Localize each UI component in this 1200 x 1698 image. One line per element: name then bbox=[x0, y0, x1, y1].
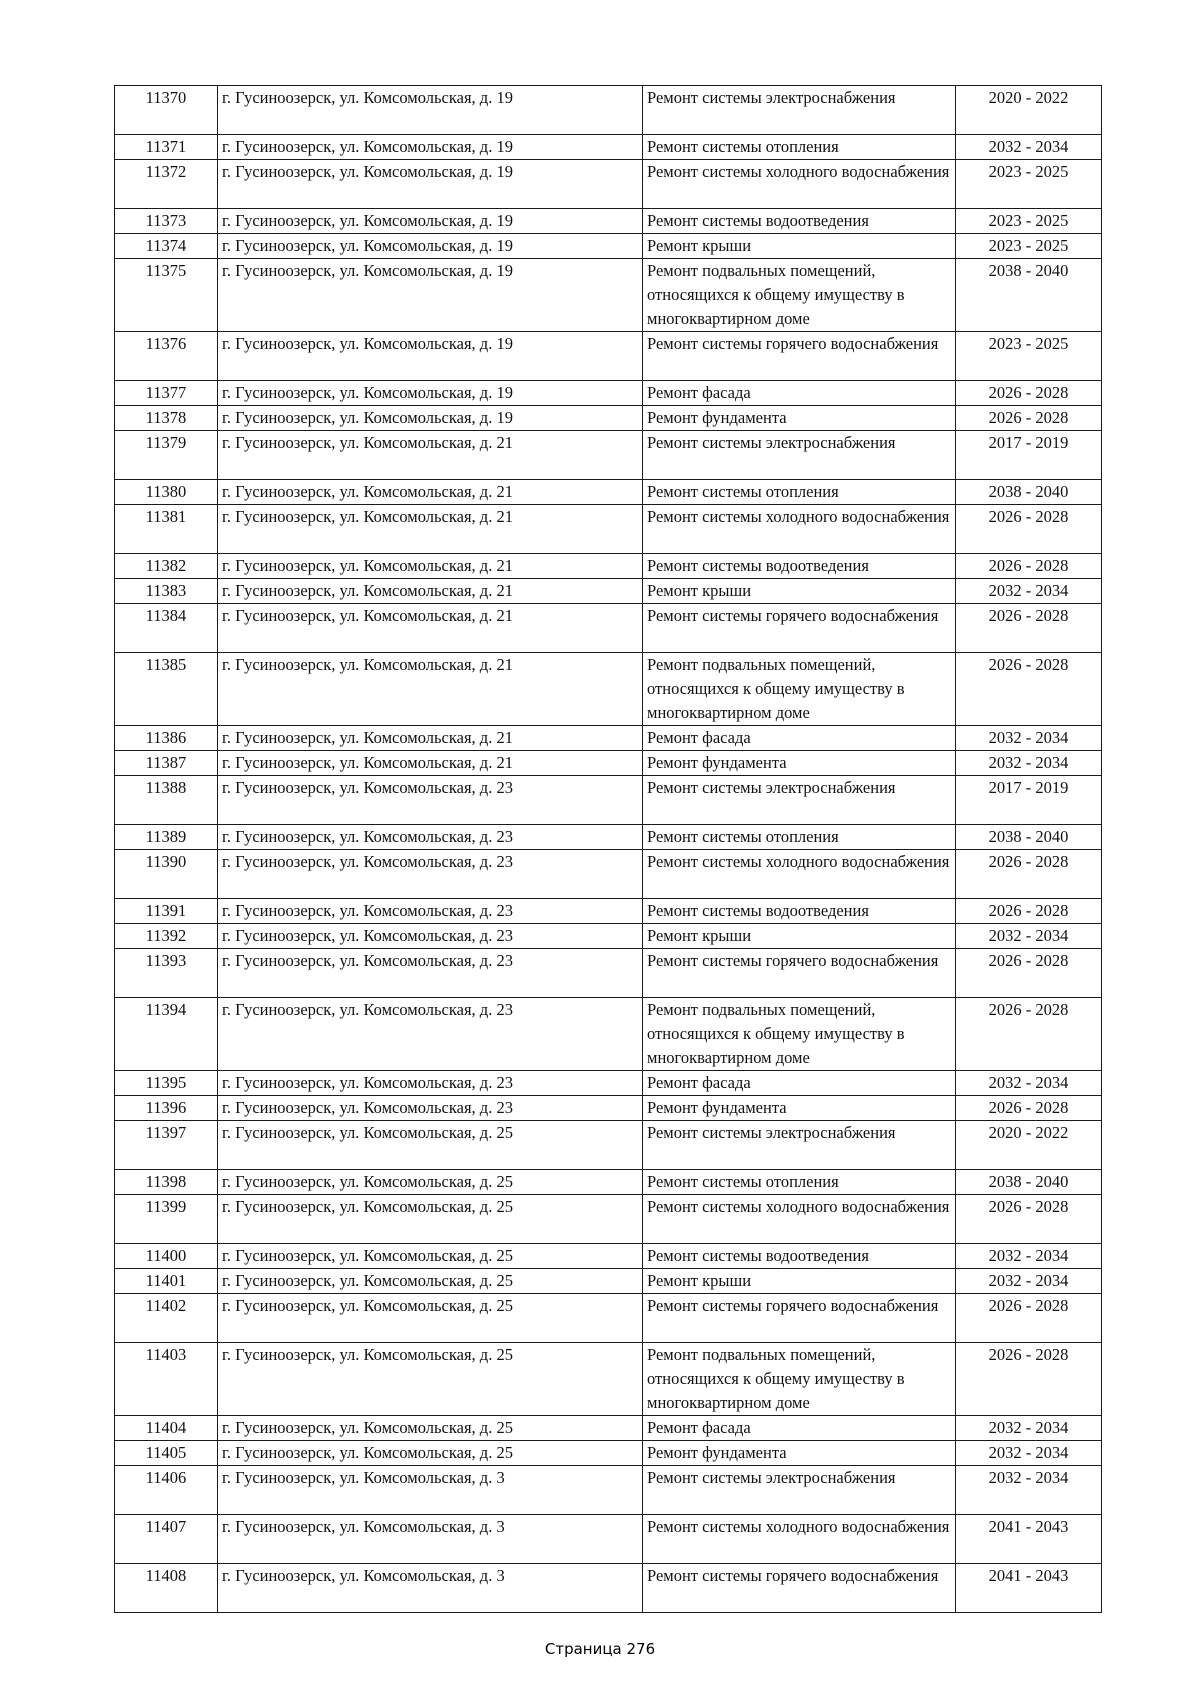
row-address: г. Гусиноозерск, ул. Комсомольская, д. 23 bbox=[218, 850, 643, 899]
row-address: г. Гусиноозерск, ул. Комсомольская, д. 21 bbox=[218, 554, 643, 579]
row-address: г. Гусиноозерск, ул. Комсомольская, д. 21 bbox=[218, 751, 643, 776]
row-number: 11370 bbox=[115, 86, 218, 135]
row-period: 2032 - 2034 bbox=[956, 726, 1102, 751]
row-number: 11385 bbox=[115, 653, 218, 726]
row-address: г. Гусиноозерск, ул. Комсомольская, д. 3 bbox=[218, 1466, 643, 1515]
row-address: г. Гусиноозерск, ул. Комсомольская, д. 25 bbox=[218, 1441, 643, 1466]
row-number: 11392 bbox=[115, 924, 218, 949]
row-number: 11373 bbox=[115, 209, 218, 234]
row-period: 2026 - 2028 bbox=[956, 406, 1102, 431]
row-period: 2026 - 2028 bbox=[956, 381, 1102, 406]
row-address: г. Гусиноозерск, ул. Комсомольская, д. 23 bbox=[218, 776, 643, 825]
row-period: 2038 - 2040 bbox=[956, 480, 1102, 505]
row-number: 11408 bbox=[115, 1564, 218, 1613]
row-number: 11382 bbox=[115, 554, 218, 579]
row-period: 2032 - 2034 bbox=[956, 135, 1102, 160]
page-number: Страница 276 bbox=[544, 1640, 656, 1658]
row-period: 2026 - 2028 bbox=[956, 949, 1102, 998]
row-period: 2023 - 2025 bbox=[956, 332, 1102, 381]
row-period: 2038 - 2040 bbox=[956, 1170, 1102, 1195]
row-address: г. Гусиноозерск, ул. Комсомольская, д. 25 bbox=[218, 1170, 643, 1195]
table-row bbox=[115, 653, 1102, 726]
row-address: г. Гусиноозерск, ул. Комсомольская, д. 23 bbox=[218, 949, 643, 998]
row-period: 2032 - 2034 bbox=[956, 1244, 1102, 1269]
row-address: г. Гусиноозерск, ул. Комсомольская, д. 25 bbox=[218, 1416, 643, 1441]
table-row bbox=[115, 480, 1102, 505]
row-work-type: Ремонт системы холодного водоснабжения bbox=[643, 850, 956, 899]
row-number: 11372 bbox=[115, 160, 218, 209]
row-address: г. Гусиноозерск, ул. Комсомольская, д. 23 bbox=[218, 998, 643, 1071]
row-work-type: Ремонт системы горячего водоснабжения bbox=[643, 604, 956, 653]
row-period: 2032 - 2034 bbox=[956, 751, 1102, 776]
row-work-type: Ремонт системы отопления bbox=[643, 480, 956, 505]
row-period: 2038 - 2040 bbox=[956, 259, 1102, 332]
table-row bbox=[115, 751, 1102, 776]
row-address: г. Гусиноозерск, ул. Комсомольская, д. 19 bbox=[218, 381, 643, 406]
row-address: г. Гусиноозерск, ул. Комсомольская, д. 21 bbox=[218, 505, 643, 554]
row-period: 2032 - 2034 bbox=[956, 1416, 1102, 1441]
row-work-type: Ремонт подвальных помещений, относящихся к общему имуществу в многоквартирном доме bbox=[643, 998, 956, 1071]
row-number: 11378 bbox=[115, 406, 218, 431]
row-number: 11371 bbox=[115, 135, 218, 160]
table-row bbox=[115, 1466, 1102, 1515]
row-work-type: Ремонт фундамента bbox=[643, 1096, 956, 1121]
row-address: г. Гусиноозерск, ул. Комсомольская, д. 3 bbox=[218, 1515, 643, 1564]
row-work-type: Ремонт системы электроснабжения bbox=[643, 1121, 956, 1170]
row-work-type: Ремонт фундамента bbox=[643, 1441, 956, 1466]
row-number: 11395 bbox=[115, 1071, 218, 1096]
row-number: 11394 bbox=[115, 998, 218, 1071]
table-row bbox=[115, 825, 1102, 850]
table-row bbox=[115, 899, 1102, 924]
row-number: 11377 bbox=[115, 381, 218, 406]
row-work-type: Ремонт системы водоотведения bbox=[643, 899, 956, 924]
row-number: 11375 bbox=[115, 259, 218, 332]
row-period: 2026 - 2028 bbox=[956, 1096, 1102, 1121]
row-period: 2032 - 2034 bbox=[956, 924, 1102, 949]
row-work-type: Ремонт крыши bbox=[643, 579, 956, 604]
row-work-type: Ремонт системы холодного водоснабжения bbox=[643, 1515, 956, 1564]
row-number: 11381 bbox=[115, 505, 218, 554]
row-work-type: Ремонт подвальных помещений, относящихся к общему имуществу в многоквартирном доме bbox=[643, 1343, 956, 1416]
row-period: 2023 - 2025 bbox=[956, 160, 1102, 209]
row-number: 11407 bbox=[115, 1515, 218, 1564]
row-address: г. Гусиноозерск, ул. Комсомольская, д. 25 bbox=[218, 1269, 643, 1294]
table-row bbox=[115, 949, 1102, 998]
row-number: 11406 bbox=[115, 1466, 218, 1515]
row-address: г. Гусиноозерск, ул. Комсомольская, д. 21 bbox=[218, 480, 643, 505]
table-row bbox=[115, 726, 1102, 751]
row-work-type: Ремонт подвальных помещений, относящихся к общему имуществу в многоквартирном доме bbox=[643, 259, 956, 332]
row-address: г. Гусиноозерск, ул. Комсомольская, д. 21 bbox=[218, 653, 643, 726]
table-row bbox=[115, 1269, 1102, 1294]
row-number: 11397 bbox=[115, 1121, 218, 1170]
table-row bbox=[115, 135, 1102, 160]
table-row bbox=[115, 1515, 1102, 1564]
row-work-type: Ремонт подвальных помещений, относящихся к общему имуществу в многоквартирном доме bbox=[643, 653, 956, 726]
table-row bbox=[115, 1294, 1102, 1343]
row-period: 2032 - 2034 bbox=[956, 1269, 1102, 1294]
row-period: 2020 - 2022 bbox=[956, 1121, 1102, 1170]
row-period: 2026 - 2028 bbox=[956, 554, 1102, 579]
row-address: г. Гусиноозерск, ул. Комсомольская, д. 23 bbox=[218, 1096, 643, 1121]
table-row bbox=[115, 554, 1102, 579]
table-row bbox=[115, 1564, 1102, 1613]
row-work-type: Ремонт системы холодного водоснабжения bbox=[643, 160, 956, 209]
table-row bbox=[115, 406, 1102, 431]
row-period: 2026 - 2028 bbox=[956, 998, 1102, 1071]
row-period: 2026 - 2028 bbox=[956, 1343, 1102, 1416]
row-work-type: Ремонт фундамента bbox=[643, 751, 956, 776]
row-address: г. Гусиноозерск, ул. Комсомольская, д. 3 bbox=[218, 1564, 643, 1613]
row-work-type: Ремонт фасада bbox=[643, 381, 956, 406]
table-row bbox=[115, 1096, 1102, 1121]
row-address: г. Гусиноозерск, ул. Комсомольская, д. 19 bbox=[218, 160, 643, 209]
row-address: г. Гусиноозерск, ул. Комсомольская, д. 23 bbox=[218, 924, 643, 949]
row-address: г. Гусиноозерск, ул. Комсомольская, д. 25 bbox=[218, 1195, 643, 1244]
row-address: г. Гусиноозерск, ул. Комсомольская, д. 23 bbox=[218, 899, 643, 924]
row-period: 2026 - 2028 bbox=[956, 1195, 1102, 1244]
row-number: 11388 bbox=[115, 776, 218, 825]
table-row bbox=[115, 234, 1102, 259]
row-work-type: Ремонт крыши bbox=[643, 924, 956, 949]
table-row bbox=[115, 924, 1102, 949]
row-address: г. Гусиноозерск, ул. Комсомольская, д. 23 bbox=[218, 1071, 643, 1096]
row-address: г. Гусиноозерск, ул. Комсомольская, д. 19 bbox=[218, 332, 643, 381]
row-period: 2023 - 2025 bbox=[956, 234, 1102, 259]
row-work-type: Ремонт системы водоотведения bbox=[643, 209, 956, 234]
table-row bbox=[115, 381, 1102, 406]
row-period: 2023 - 2025 bbox=[956, 209, 1102, 234]
row-work-type: Ремонт фундамента bbox=[643, 406, 956, 431]
row-number: 11383 bbox=[115, 579, 218, 604]
row-period: 2026 - 2028 bbox=[956, 850, 1102, 899]
row-address: г. Гусиноозерск, ул. Комсомольская, д. 19 bbox=[218, 259, 643, 332]
row-period: 2026 - 2028 bbox=[956, 653, 1102, 726]
row-address: г. Гусиноозерск, ул. Комсомольская, д. 19 bbox=[218, 209, 643, 234]
row-number: 11379 bbox=[115, 431, 218, 480]
row-number: 11400 bbox=[115, 1244, 218, 1269]
row-period: 2026 - 2028 bbox=[956, 604, 1102, 653]
row-work-type: Ремонт системы водоотведения bbox=[643, 554, 956, 579]
row-period: 2038 - 2040 bbox=[956, 825, 1102, 850]
row-address: г. Гусиноозерск, ул. Комсомольская, д. 25 bbox=[218, 1121, 643, 1170]
row-period: 2026 - 2028 bbox=[956, 1294, 1102, 1343]
row-address: г. Гусиноозерск, ул. Комсомольская, д. 19 bbox=[218, 135, 643, 160]
row-number: 11393 bbox=[115, 949, 218, 998]
row-work-type: Ремонт фасада bbox=[643, 1416, 956, 1441]
row-number: 11389 bbox=[115, 825, 218, 850]
row-period: 2032 - 2034 bbox=[956, 1071, 1102, 1096]
table-row bbox=[115, 1071, 1102, 1096]
row-work-type: Ремонт системы холодного водоснабжения bbox=[643, 1195, 956, 1244]
table-row bbox=[115, 998, 1102, 1071]
row-number: 11405 bbox=[115, 1441, 218, 1466]
table-row bbox=[115, 86, 1102, 135]
table-row bbox=[115, 1416, 1102, 1441]
row-work-type: Ремонт системы горячего водоснабжения bbox=[643, 332, 956, 381]
row-number: 11402 bbox=[115, 1294, 218, 1343]
table-row bbox=[115, 604, 1102, 653]
row-address: г. Гусиноозерск, ул. Комсомольская, д. 19 bbox=[218, 86, 643, 135]
table-row bbox=[115, 1244, 1102, 1269]
row-work-type: Ремонт фасада bbox=[643, 1071, 956, 1096]
row-address: г. Гусиноозерск, ул. Комсомольская, д. 21 bbox=[218, 604, 643, 653]
row-period: 2032 - 2034 bbox=[956, 1466, 1102, 1515]
row-number: 11390 bbox=[115, 850, 218, 899]
row-period: 2017 - 2019 bbox=[956, 776, 1102, 825]
row-work-type: Ремонт системы электроснабжения bbox=[643, 86, 956, 135]
row-address: г. Гусиноозерск, ул. Комсомольская, д. 23 bbox=[218, 825, 643, 850]
row-address: г. Гусиноозерск, ул. Комсомольская, д. 19 bbox=[218, 234, 643, 259]
row-work-type: Ремонт системы электроснабжения bbox=[643, 1466, 956, 1515]
table-row bbox=[115, 1170, 1102, 1195]
table-row bbox=[115, 850, 1102, 899]
table-row bbox=[115, 209, 1102, 234]
row-work-type: Ремонт системы отопления bbox=[643, 135, 956, 160]
row-number: 11380 bbox=[115, 480, 218, 505]
row-work-type: Ремонт системы горячего водоснабжения bbox=[643, 949, 956, 998]
row-number: 11384 bbox=[115, 604, 218, 653]
row-period: 2026 - 2028 bbox=[956, 505, 1102, 554]
row-address: г. Гусиноозерск, ул. Комсомольская, д. 19 bbox=[218, 406, 643, 431]
row-number: 11374 bbox=[115, 234, 218, 259]
table-row bbox=[115, 1195, 1102, 1244]
row-address: г. Гусиноозерск, ул. Комсомольская, д. 21 bbox=[218, 726, 643, 751]
table-row bbox=[115, 332, 1102, 381]
row-period: 2020 - 2022 bbox=[956, 86, 1102, 135]
table-row bbox=[115, 431, 1102, 480]
table-row bbox=[115, 1121, 1102, 1170]
table-row bbox=[115, 1343, 1102, 1416]
table-row bbox=[115, 259, 1102, 332]
row-number: 11401 bbox=[115, 1269, 218, 1294]
row-number: 11398 bbox=[115, 1170, 218, 1195]
table-row bbox=[115, 776, 1102, 825]
row-period: 2017 - 2019 bbox=[956, 431, 1102, 480]
row-work-type: Ремонт крыши bbox=[643, 234, 956, 259]
row-number: 11404 bbox=[115, 1416, 218, 1441]
row-number: 11396 bbox=[115, 1096, 218, 1121]
repair-schedule-table bbox=[114, 85, 1102, 1613]
table-row bbox=[115, 1441, 1102, 1466]
row-period: 2026 - 2028 bbox=[956, 899, 1102, 924]
table-row bbox=[115, 505, 1102, 554]
row-work-type: Ремонт системы отопления bbox=[643, 825, 956, 850]
row-work-type: Ремонт системы водоотведения bbox=[643, 1244, 956, 1269]
row-number: 11399 bbox=[115, 1195, 218, 1244]
row-address: г. Гусиноозерск, ул. Комсомольская, д. 25 bbox=[218, 1294, 643, 1343]
row-work-type: Ремонт системы электроснабжения bbox=[643, 776, 956, 825]
table-row bbox=[115, 579, 1102, 604]
row-address: г. Гусиноозерск, ул. Комсомольская, д. 25 bbox=[218, 1244, 643, 1269]
row-number: 11376 bbox=[115, 332, 218, 381]
table-row bbox=[115, 160, 1102, 209]
row-work-type: Ремонт системы электроснабжения bbox=[643, 431, 956, 480]
row-address: г. Гусиноозерск, ул. Комсомольская, д. 21 bbox=[218, 579, 643, 604]
row-period: 2041 - 2043 bbox=[956, 1564, 1102, 1613]
row-work-type: Ремонт крыши bbox=[643, 1269, 956, 1294]
row-number: 11387 bbox=[115, 751, 218, 776]
row-address: г. Гусиноозерск, ул. Комсомольская, д. 25 bbox=[218, 1343, 643, 1416]
row-work-type: Ремонт фасада bbox=[643, 726, 956, 751]
row-work-type: Ремонт системы холодного водоснабжения bbox=[643, 505, 956, 554]
row-number: 11403 bbox=[115, 1343, 218, 1416]
row-work-type: Ремонт системы горячего водоснабжения bbox=[643, 1294, 956, 1343]
row-work-type: Ремонт системы горячего водоснабжения bbox=[643, 1564, 956, 1613]
row-work-type: Ремонт системы отопления bbox=[643, 1170, 956, 1195]
row-period: 2032 - 2034 bbox=[956, 1441, 1102, 1466]
row-period: 2032 - 2034 bbox=[956, 579, 1102, 604]
row-number: 11391 bbox=[115, 899, 218, 924]
row-number: 11386 bbox=[115, 726, 218, 751]
row-period: 2041 - 2043 bbox=[956, 1515, 1102, 1564]
row-address: г. Гусиноозерск, ул. Комсомольская, д. 21 bbox=[218, 431, 643, 480]
